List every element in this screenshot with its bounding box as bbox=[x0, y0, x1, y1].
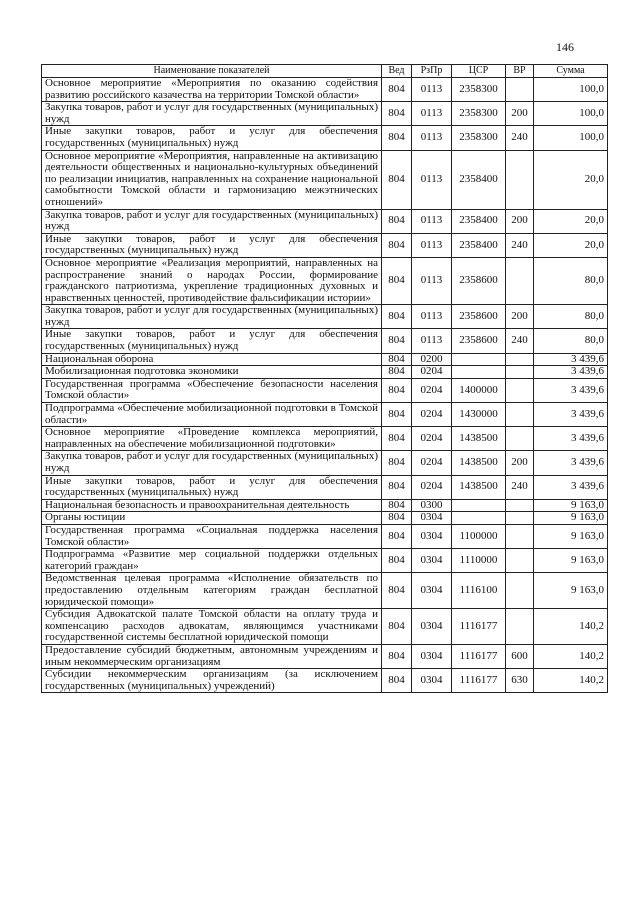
row-name: Предоставление субсидий бюджетным, автономным учреждениям и иным некоммерческим организациям bbox=[42, 644, 382, 668]
row-rzpr: 0113 bbox=[412, 209, 452, 233]
row-vr: 240 bbox=[506, 126, 534, 150]
row-name: Закупка товаров, работ и услуг для государственных (муниципальных) нужд bbox=[42, 305, 382, 329]
row-sum: 140,2 bbox=[534, 609, 608, 645]
row-ved: 804 bbox=[382, 126, 412, 150]
table-row bbox=[42, 305, 608, 329]
row-vr bbox=[506, 150, 534, 209]
row-csr: 2358600 bbox=[452, 257, 506, 304]
row-ved: 804 bbox=[382, 102, 412, 126]
row-name: Органы юстиции bbox=[42, 512, 382, 525]
row-sum: 9 163,0 bbox=[534, 499, 608, 512]
budget-table bbox=[41, 64, 608, 693]
row-sum: 80,0 bbox=[534, 257, 608, 304]
table-row bbox=[42, 451, 608, 475]
row-vr: 240 bbox=[506, 329, 534, 353]
table-header-row bbox=[42, 65, 608, 78]
row-vr: 630 bbox=[506, 669, 534, 693]
row-rzpr: 0204 bbox=[412, 403, 452, 427]
row-ved: 804 bbox=[382, 257, 412, 304]
table-row bbox=[42, 329, 608, 353]
table-row bbox=[42, 126, 608, 150]
table-row bbox=[42, 512, 608, 525]
row-rzpr: 0304 bbox=[412, 644, 452, 668]
table-row bbox=[42, 150, 608, 209]
row-sum: 3 439,6 bbox=[534, 427, 608, 451]
row-rzpr: 0204 bbox=[412, 475, 452, 499]
row-csr: 1400000 bbox=[452, 378, 506, 402]
row-name: Государственная программа «Обеспечение безопасности населения Томской области» bbox=[42, 378, 382, 402]
row-name: Подпрограмма «Обеспечение мобилизационной подготовки в Томской области» bbox=[42, 403, 382, 427]
row-sum: 3 439,6 bbox=[534, 366, 608, 379]
row-name: Иные закупки товаров, работ и услуг для обеспечения государственных (муниципальных) нужд bbox=[42, 475, 382, 499]
row-vr bbox=[506, 78, 534, 102]
table-row bbox=[42, 609, 608, 645]
row-ved: 804 bbox=[382, 305, 412, 329]
row-ved: 804 bbox=[382, 451, 412, 475]
row-rzpr: 0304 bbox=[412, 669, 452, 693]
row-sum: 9 163,0 bbox=[534, 512, 608, 525]
row-vr: 600 bbox=[506, 644, 534, 668]
row-rzpr: 0304 bbox=[412, 609, 452, 645]
row-rzpr: 0200 bbox=[412, 353, 452, 366]
row-vr: 240 bbox=[506, 233, 534, 257]
row-rzpr: 0204 bbox=[412, 427, 452, 451]
table-row bbox=[42, 475, 608, 499]
row-sum: 3 439,6 bbox=[534, 451, 608, 475]
row-sum: 3 439,6 bbox=[534, 475, 608, 499]
row-sum: 100,0 bbox=[534, 78, 608, 102]
header-name: Наименование показателей bbox=[42, 65, 382, 78]
row-csr bbox=[452, 366, 506, 379]
row-csr: 1116177 bbox=[452, 644, 506, 668]
row-vr bbox=[506, 378, 534, 402]
row-sum: 140,2 bbox=[534, 644, 608, 668]
row-csr: 2358400 bbox=[452, 233, 506, 257]
table-row bbox=[42, 669, 608, 693]
row-csr: 1430000 bbox=[452, 403, 506, 427]
row-ved: 804 bbox=[382, 609, 412, 645]
row-sum: 20,0 bbox=[534, 209, 608, 233]
row-vr: 200 bbox=[506, 451, 534, 475]
row-csr bbox=[452, 499, 506, 512]
row-name: Иные закупки товаров, работ и услуг для обеспечения государственных (муниципальных) нужд bbox=[42, 233, 382, 257]
row-rzpr: 0113 bbox=[412, 78, 452, 102]
row-rzpr: 0304 bbox=[412, 573, 452, 609]
row-ved: 804 bbox=[382, 427, 412, 451]
row-rzpr: 0204 bbox=[412, 366, 452, 379]
row-ved: 804 bbox=[382, 475, 412, 499]
table-row bbox=[42, 209, 608, 233]
header-csr: ЦСР bbox=[452, 65, 506, 78]
row-vr bbox=[506, 366, 534, 379]
row-name: Субсидии некоммерческим организациям (за исключением государственных (муниципальных) учреждений) bbox=[42, 669, 382, 693]
row-name: Закупка товаров, работ и услуг для государственных (муниципальных) нужд bbox=[42, 209, 382, 233]
row-name: Основное мероприятие «Реализация мероприятий, направленных на распространение знаний о народах России, формирование гражданского патриотизма, укрепление традиционных духовных и нравственных ценностей, противодействие фальсификации истории» bbox=[42, 257, 382, 304]
row-ved: 804 bbox=[382, 644, 412, 668]
row-name: Иные закупки товаров, работ и услуг для обеспечения государственных (муниципальных) нужд bbox=[42, 329, 382, 353]
table-row bbox=[42, 573, 608, 609]
row-sum: 9 163,0 bbox=[534, 549, 608, 573]
row-csr: 2358400 bbox=[452, 209, 506, 233]
row-sum: 100,0 bbox=[534, 126, 608, 150]
row-csr: 1438500 bbox=[452, 427, 506, 451]
row-sum: 9 163,0 bbox=[534, 524, 608, 548]
row-name: Ведомственная целевая программа «Исполнение обязательств по предоставлению отдельным категориям граждан бесплатной юридической помощи» bbox=[42, 573, 382, 609]
row-rzpr: 0113 bbox=[412, 126, 452, 150]
row-csr: 2358300 bbox=[452, 78, 506, 102]
row-name: Подпрограмма «Развитие мер социальной поддержки отдельных категорий граждан» bbox=[42, 549, 382, 573]
row-ved: 804 bbox=[382, 524, 412, 548]
row-ved: 804 bbox=[382, 669, 412, 693]
row-csr bbox=[452, 512, 506, 525]
row-ved: 804 bbox=[382, 403, 412, 427]
table-row bbox=[42, 524, 608, 548]
row-sum: 9 163,0 bbox=[534, 573, 608, 609]
row-csr: 1110000 bbox=[452, 549, 506, 573]
row-vr bbox=[506, 512, 534, 525]
row-name: Основное мероприятие «Мероприятия по оказанию содействия развитию российского казачества на территории Томской области» bbox=[42, 78, 382, 102]
row-name: Национальная оборона bbox=[42, 353, 382, 366]
row-name: Основное мероприятие «Проведение комплекса мероприятий, направленных на обеспечение мобилизационной подготовки» bbox=[42, 427, 382, 451]
header-vr: ВР bbox=[506, 65, 534, 78]
row-csr: 2358300 bbox=[452, 126, 506, 150]
table-row bbox=[42, 102, 608, 126]
table-row bbox=[42, 427, 608, 451]
row-rzpr: 0304 bbox=[412, 512, 452, 525]
row-vr: 240 bbox=[506, 475, 534, 499]
row-ved: 804 bbox=[382, 378, 412, 402]
row-ved: 804 bbox=[382, 150, 412, 209]
table-row bbox=[42, 78, 608, 102]
header-ved: Вед bbox=[382, 65, 412, 78]
row-sum: 140,2 bbox=[534, 669, 608, 693]
header-sum: Сумма bbox=[534, 65, 608, 78]
header-rzpr: РзПр bbox=[412, 65, 452, 78]
row-ved: 804 bbox=[382, 233, 412, 257]
row-vr bbox=[506, 257, 534, 304]
row-sum: 20,0 bbox=[534, 233, 608, 257]
row-sum: 3 439,6 bbox=[534, 378, 608, 402]
row-rzpr: 0113 bbox=[412, 257, 452, 304]
row-csr: 1116100 bbox=[452, 573, 506, 609]
row-csr: 1100000 bbox=[452, 524, 506, 548]
row-vr bbox=[506, 499, 534, 512]
row-csr: 1116177 bbox=[452, 609, 506, 645]
row-csr: 1438500 bbox=[452, 475, 506, 499]
row-vr bbox=[506, 549, 534, 573]
row-csr: 2358600 bbox=[452, 305, 506, 329]
row-rzpr: 0204 bbox=[412, 451, 452, 475]
row-sum: 80,0 bbox=[534, 305, 608, 329]
row-sum: 3 439,6 bbox=[534, 353, 608, 366]
row-vr bbox=[506, 353, 534, 366]
row-name: Иные закупки товаров, работ и услуг для обеспечения государственных (муниципальных) нужд bbox=[42, 126, 382, 150]
row-name: Основное мероприятие «Мероприятия, направленные на активизацию деятельности общественных и национально-культурных объединений по реализации инициатив, направленных на сохранение национальной самобытности Томской области и гармонизацию межэтнических отношений» bbox=[42, 150, 382, 209]
row-vr bbox=[506, 573, 534, 609]
row-sum: 80,0 bbox=[534, 329, 608, 353]
row-csr: 1438500 bbox=[452, 451, 506, 475]
row-ved: 804 bbox=[382, 353, 412, 366]
row-name: Субсидия Адвокатской палате Томской области на оплату труда и компенсацию расходов адвокатам, являющимся участниками государственной системы бесплатной юридической помощи bbox=[42, 609, 382, 645]
row-ved: 804 bbox=[382, 78, 412, 102]
row-name: Мобилизационная подготовка экономики bbox=[42, 366, 382, 379]
row-csr: 2358400 bbox=[452, 150, 506, 209]
row-ved: 804 bbox=[382, 366, 412, 379]
row-csr bbox=[452, 353, 506, 366]
row-rzpr: 0113 bbox=[412, 102, 452, 126]
row-vr: 200 bbox=[506, 305, 534, 329]
row-sum: 100,0 bbox=[534, 102, 608, 126]
row-rzpr: 0113 bbox=[412, 150, 452, 209]
row-vr bbox=[506, 427, 534, 451]
row-rzpr: 0204 bbox=[412, 378, 452, 402]
row-ved: 804 bbox=[382, 329, 412, 353]
page-number: 146 bbox=[556, 40, 574, 54]
row-vr bbox=[506, 609, 534, 645]
row-name: Государственная программа «Социальная поддержка населения Томской области» bbox=[42, 524, 382, 548]
row-rzpr: 0113 bbox=[412, 233, 452, 257]
row-name: Национальная безопасность и правоохранительная деятельность bbox=[42, 499, 382, 512]
row-ved: 804 bbox=[382, 512, 412, 525]
row-rzpr: 0113 bbox=[412, 329, 452, 353]
row-vr: 200 bbox=[506, 209, 534, 233]
row-vr bbox=[506, 524, 534, 548]
table-row bbox=[42, 257, 608, 304]
table-row bbox=[42, 233, 608, 257]
row-vr bbox=[506, 403, 534, 427]
row-rzpr: 0304 bbox=[412, 524, 452, 548]
row-ved: 804 bbox=[382, 573, 412, 609]
table-row bbox=[42, 644, 608, 668]
row-csr: 1116177 bbox=[452, 669, 506, 693]
row-sum: 3 439,6 bbox=[534, 403, 608, 427]
row-csr: 2358600 bbox=[452, 329, 506, 353]
row-ved: 804 bbox=[382, 549, 412, 573]
row-rzpr: 0113 bbox=[412, 305, 452, 329]
row-rzpr: 0304 bbox=[412, 549, 452, 573]
table-row bbox=[42, 353, 608, 366]
row-sum: 20,0 bbox=[534, 150, 608, 209]
table-row bbox=[42, 403, 608, 427]
table-row bbox=[42, 549, 608, 573]
row-csr: 2358300 bbox=[452, 102, 506, 126]
row-vr: 200 bbox=[506, 102, 534, 126]
row-name: Закупка товаров, работ и услуг для государственных (муниципальных) нужд bbox=[42, 102, 382, 126]
row-name: Закупка товаров, работ и услуг для государственных (муниципальных) нужд bbox=[42, 451, 382, 475]
table-row bbox=[42, 378, 608, 402]
row-ved: 804 bbox=[382, 499, 412, 512]
row-ved: 804 bbox=[382, 209, 412, 233]
table-row bbox=[42, 366, 608, 379]
table-row bbox=[42, 499, 608, 512]
row-rzpr: 0300 bbox=[412, 499, 452, 512]
